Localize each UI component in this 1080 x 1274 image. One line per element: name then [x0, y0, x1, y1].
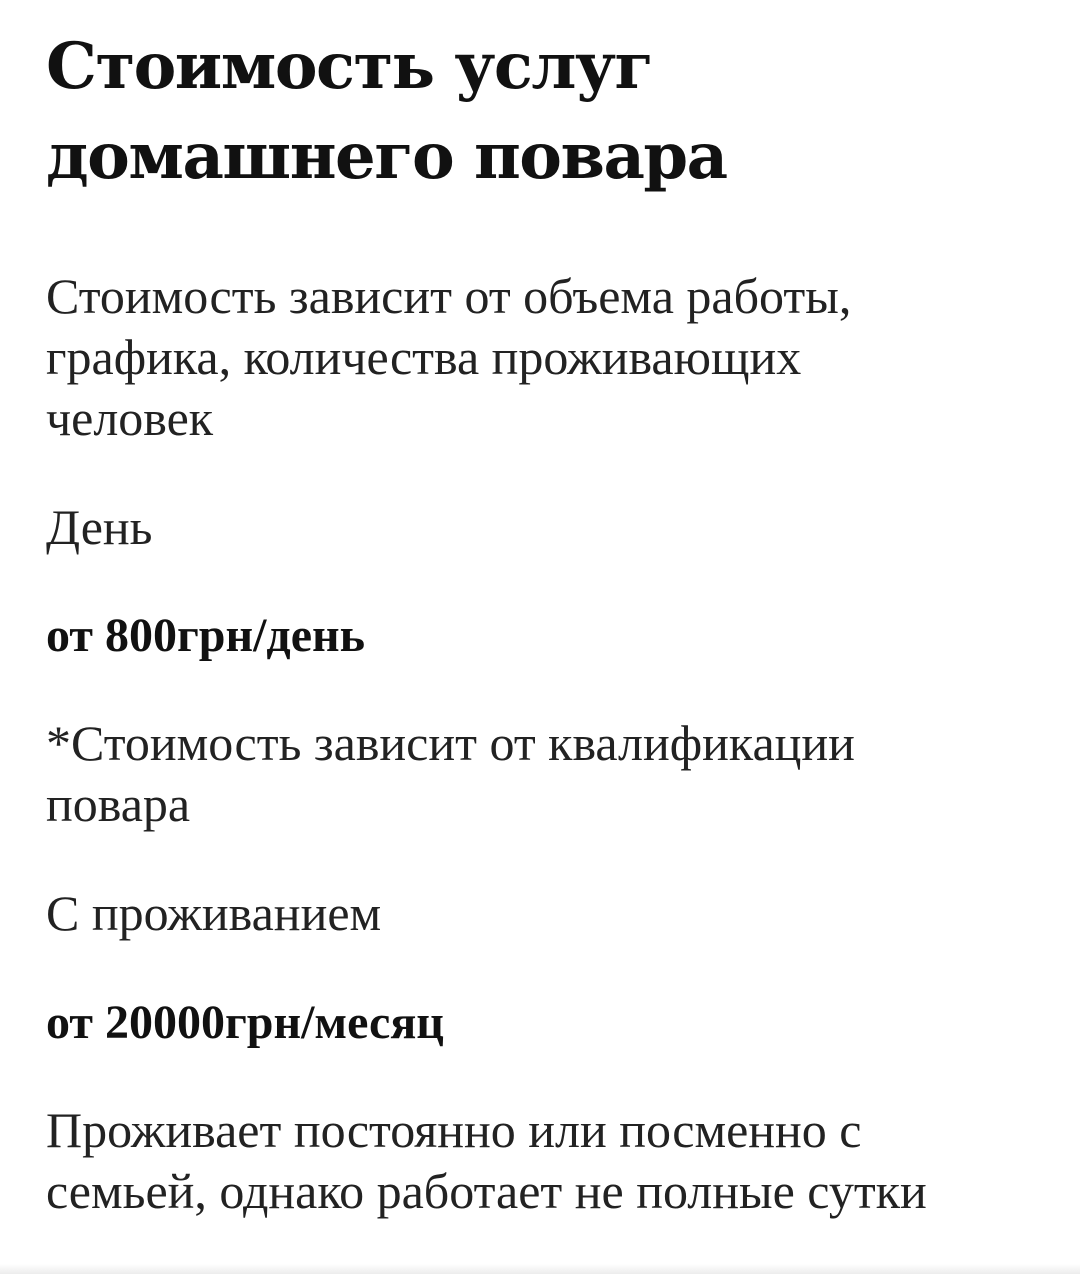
- page-title-line-1: Стоимость услуг: [46, 29, 653, 104]
- live-in-description: [46, 1100, 1046, 1222]
- intro-text: [46, 266, 1046, 449]
- page-title: [46, 0, 1046, 202]
- day-label: День: [46, 499, 153, 555]
- live-in-description-line-1: Проживает постоянно или посменно с: [46, 1102, 862, 1158]
- live-in-label: С проживанием: [46, 885, 382, 941]
- page-title-line-2: домашнего повара: [46, 119, 727, 194]
- day-note-line-2: повара: [46, 776, 191, 832]
- live-in-price: от 20000грн/месяц: [46, 996, 444, 1049]
- content-page: [46, 0, 1046, 1222]
- intro-line-1: Стоимость зависит от объема работы,: [46, 268, 852, 324]
- intro-line-3: человек: [46, 390, 214, 446]
- day-price: от 800грн/день: [46, 609, 366, 662]
- page-bottom-edge: [0, 1264, 1080, 1274]
- day-note: [46, 713, 1046, 835]
- intro-line-2: графика, количества проживающих: [46, 329, 802, 385]
- day-note-line-1: *Стоимость зависит от квалификации: [46, 715, 855, 771]
- live-in-description-line-2: семьей, однако работает не полные сутки: [46, 1163, 927, 1219]
